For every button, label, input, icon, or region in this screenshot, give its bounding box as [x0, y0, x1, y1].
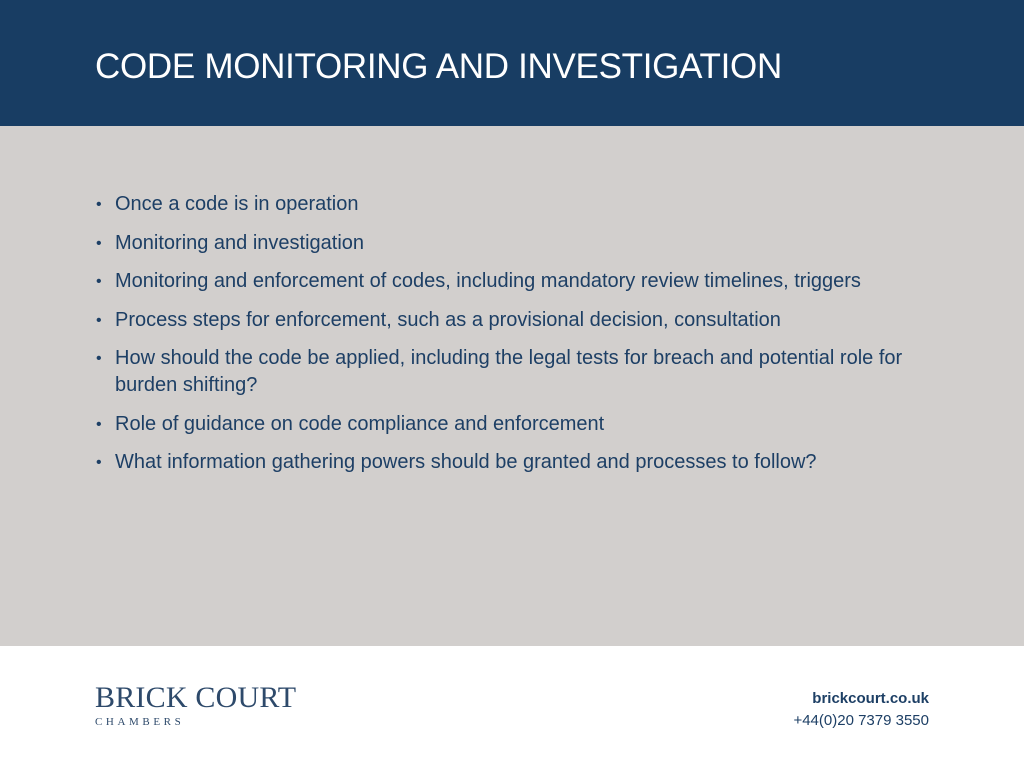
bullet-item: • Monitoring and investigation — [96, 230, 916, 257]
brick-court-logo — [95, 682, 296, 729]
bullet-item: • Monitoring and enforcement of codes, including mandatory review timelines, triggers — [96, 268, 916, 295]
bullet-item: • Process steps for enforcement, such as a provisional decision, consultation — [96, 307, 916, 334]
contact-block — [793, 688, 929, 732]
website-link[interactable]: brickcourt.co.uk — [812, 690, 929, 707]
slide-title: CODE MONITORING AND INVESTIGATION — [95, 47, 782, 86]
bullet-item: • How should the code be applied, including the legal tests for breach and potential role for burden shifting? — [96, 345, 916, 399]
logo-subtitle: CHAMBERS — [95, 716, 185, 728]
slide-header — [0, 0, 1024, 126]
bullet-item: • What information gathering powers should be granted and processes to follow? — [96, 449, 916, 476]
phone-number: +44(0)20 7379 3550 — [793, 712, 929, 729]
bullet-item: • Role of guidance on code compliance and enforcement — [96, 411, 916, 438]
bullet-item: • Once a code is in operation — [96, 191, 916, 218]
bullet-list — [96, 191, 916, 488]
logo-wordmark: BRICK COURT — [95, 681, 297, 714]
